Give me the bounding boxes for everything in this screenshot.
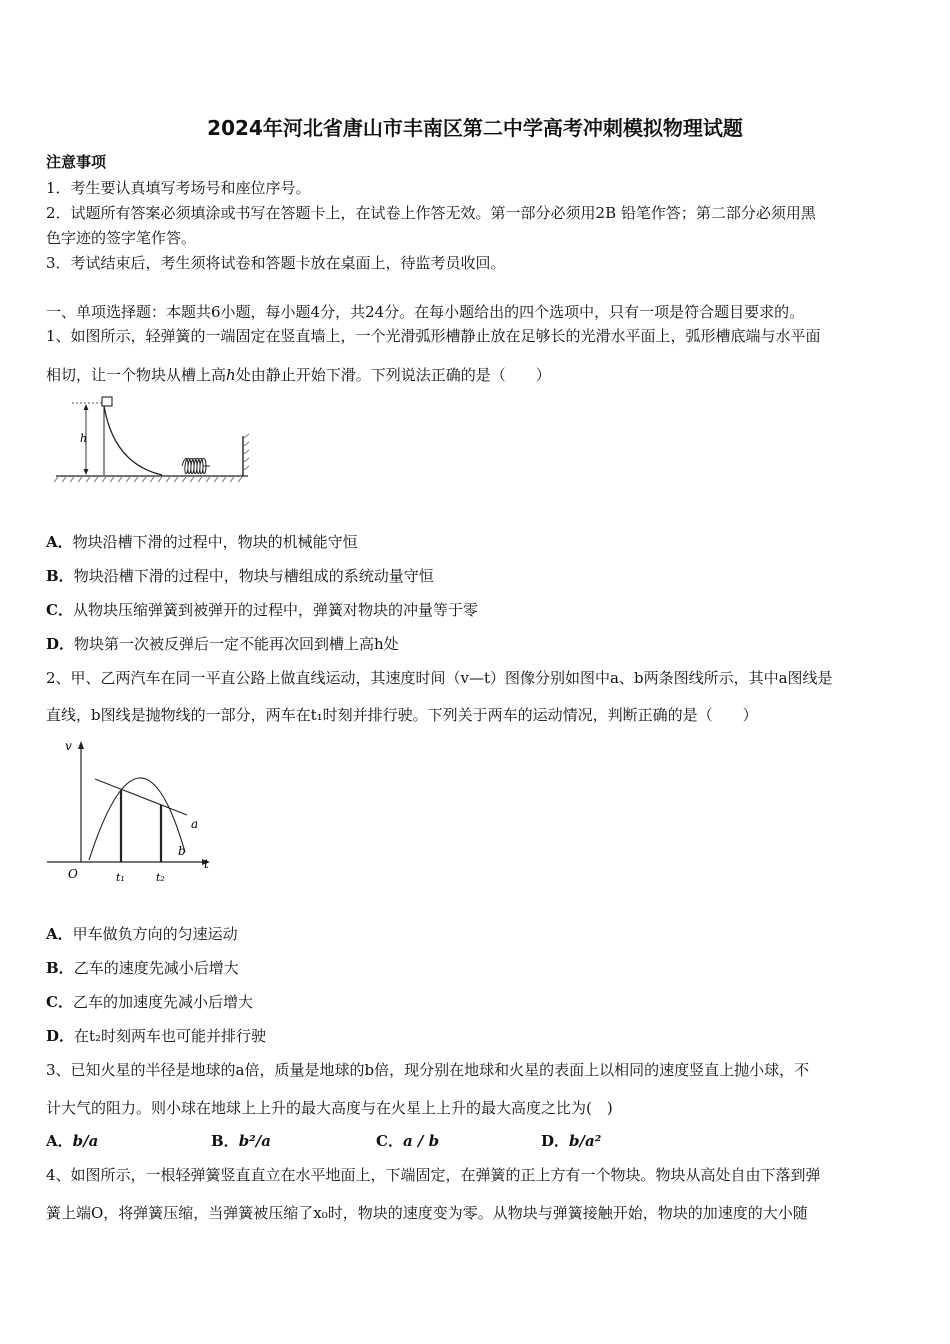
q2-stem-line1: 2、甲、乙两汽车在同一平直公路上做直线运动，其速度时间（v—t）图像分别如图中a、b两条图线所示，其中a图线是 xyxy=(46,669,833,687)
q3-option-d xyxy=(541,1131,601,1151)
q2-option-c xyxy=(46,992,253,1012)
notice-heading: 注意事项 xyxy=(46,153,107,171)
option-text: b/a xyxy=(72,1132,99,1150)
q3-option-c xyxy=(376,1131,439,1151)
line-a-label: a xyxy=(191,817,199,831)
option-text: 物块第一次被反弹后一定不能再次回到槽上高h处 xyxy=(74,635,399,653)
option-label: D． xyxy=(46,1027,75,1045)
q2-option-d xyxy=(46,1026,266,1046)
option-label: B． xyxy=(211,1132,239,1150)
q2-vt-graph xyxy=(45,736,220,886)
q3-option-a xyxy=(46,1131,98,1151)
ground-hatch xyxy=(54,477,242,482)
option-label: C． xyxy=(376,1132,403,1150)
t1-label: t₁ xyxy=(116,871,125,884)
option-text: b²/a xyxy=(238,1132,271,1150)
option-text: b/a² xyxy=(569,1132,602,1150)
option-text: a / b xyxy=(402,1132,440,1150)
q4-stem-line2: 簧上端O，将弹簧压缩，当弹簧被压缩了x₀时，物块的速度变为零。从物块与弹簧接触开始，物块的加速度的大小随 xyxy=(46,1204,808,1222)
block xyxy=(102,397,112,406)
q2-stem-line2: 直线，b图线是抛物线的一部分，两车在t₁时刻并排行驶。下列关于两车的运动情况，判断正确的是（ ） xyxy=(46,706,758,724)
option-label: D． xyxy=(541,1132,570,1150)
option-label: B． xyxy=(46,567,74,585)
option-label: A． xyxy=(46,925,73,943)
notice-item: 3．考试结束后，考生须将试卷和答题卡放在桌面上，待监考员收回。 xyxy=(46,254,506,272)
v-axis-arrow xyxy=(78,741,84,749)
curve-b-label: b xyxy=(178,844,186,858)
option-text: 乙车的速度先减小后增大 xyxy=(73,959,239,977)
option-label: C． xyxy=(46,601,73,619)
v-axis-label: v xyxy=(65,739,72,753)
option-label: A． xyxy=(46,1132,73,1150)
q1-option-c xyxy=(46,600,478,620)
option-text: 物块沿槽下滑的过程中，物块与槽组成的系统动量守恒 xyxy=(73,567,434,585)
notice-item: 1．考生要认真填写考场号和座位序号。 xyxy=(46,179,311,197)
option-label: B． xyxy=(46,959,74,977)
q1-option-b xyxy=(46,566,434,586)
notice-item: 色字迹的签字笔作答。 xyxy=(46,229,197,247)
origin-label: O xyxy=(68,867,78,881)
page-title: 2024年河北省唐山市丰南区第二中学高考冲刺模拟物理试题 xyxy=(207,116,743,140)
wall-hatch xyxy=(244,434,249,470)
q3-stem-line1: 3、已知火星的半径是地球的a倍，质量是地球的b倍，现分别在地球和火星的表面上以相同的速度竖直上抛小球，不 xyxy=(46,1061,810,1079)
q1-option-d xyxy=(46,634,399,654)
q1-var-h: h xyxy=(226,366,236,384)
spring xyxy=(182,459,210,474)
t-axis-label: t xyxy=(204,857,209,871)
section-heading: 一、单项选择题：本题共6小题，每小题4分，共24分。在每小题给出的四个选项中，只有一项是符合题目要求的。 xyxy=(46,303,805,321)
option-label: A． xyxy=(46,533,73,551)
q2-option-b xyxy=(46,958,239,978)
option-text: 物块沿槽下滑的过程中，物块的机械能守恒 xyxy=(72,533,358,551)
option-text: 从物块压缩弹簧到被弹开的过程中，弹簧对物块的冲量等于零 xyxy=(72,601,478,619)
q1-stem-line2 xyxy=(46,365,551,385)
q4-stem-line1: 4、如图所示，一根轻弹簧竖直直立在水平地面上，下端固定，在弹簧的正上方有一个物块。物块从高处自由下落到弹 xyxy=(46,1166,821,1184)
option-label: C． xyxy=(46,993,73,1011)
notice-item: 2．试题所有答案必须填涂或书写在答题卡上，在试卷上作答无效。第一部分必须用2B 铅笔作答；第二部分必须用黑 xyxy=(46,204,816,222)
curve-b xyxy=(89,778,185,860)
q2-option-a xyxy=(46,924,238,944)
option-text: 在t₂时刻两车也可能并排行驶 xyxy=(74,1027,267,1045)
q1-figure xyxy=(52,394,252,486)
arc-trough xyxy=(104,406,162,475)
q1-text: 处由静止开始下滑。下列说法正确的是（ ） xyxy=(235,366,551,384)
t2-label: t₂ xyxy=(156,871,165,884)
height-label: h xyxy=(80,432,88,445)
option-text: 乙车的加速度先减小后增大 xyxy=(72,993,253,1011)
q3-stem-line2: 计大气的阻力。则小球在地球上上升的最大高度与在火星上上升的最大高度之比为( ) xyxy=(46,1099,613,1117)
q1-stem-line1: 1、如图所示，轻弹簧的一端固定在竖直墙上，一个光滑弧形槽静止放在足够长的光滑水平面上，弧形槽底端与水平面 xyxy=(46,327,821,345)
q3-option-b xyxy=(211,1131,271,1151)
q1-text: 相切，让一个物块从槽上高 xyxy=(46,366,227,384)
option-label: D． xyxy=(46,635,75,653)
q1-option-a xyxy=(46,532,358,552)
option-text: 甲车做负方向的匀速运动 xyxy=(72,925,238,943)
